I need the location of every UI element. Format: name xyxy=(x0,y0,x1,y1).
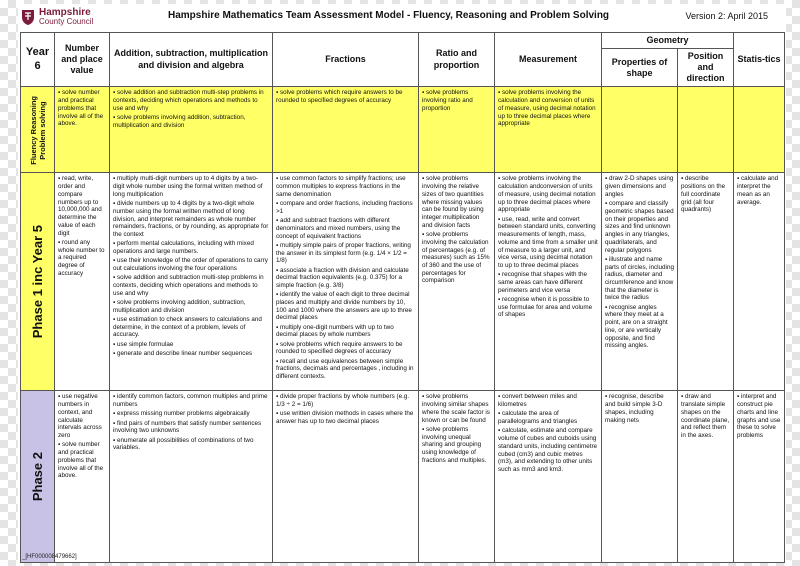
statement-item: ▪ associate a fraction with division and calculate decimal fraction equivalents (e.g. 0.375) for a simple fraction (e.g. 3/8) xyxy=(276,267,415,290)
statement-item: ▪ solve problems involving similar shapes where the scale factor is known or can be found xyxy=(422,393,491,424)
year-label: Year xyxy=(25,45,50,58)
statement-item: ▪ interpret and construct pie charts and line graphs and use these to solve problems xyxy=(737,393,781,439)
cell-phase2-addition xyxy=(110,391,273,563)
row-label-phase-1 xyxy=(21,173,55,391)
column-header-ratio: Ratio and proportion xyxy=(419,33,495,87)
statement-item: ▪ use, read, write and convert between standard units, converting measurements of length, mass, volume and time from a smaller unit of measure to a larger unit, and vice versa, using decimal notation to up to three decimal places xyxy=(498,216,598,270)
statement-item: ▪ draw 2-D shapes using given dimensions and angles xyxy=(605,175,674,198)
statement-item: ▪ use common factors to simplify fractions; use common multiples to express fractions in the same denomination xyxy=(276,175,415,198)
statement-item: ▪ recall and use equivalences between simple fractions, decimals and percentages , including in different contexts. xyxy=(276,358,415,381)
column-header-addition: Addition, subtraction, multiplication and division and algebra xyxy=(110,33,273,87)
statement-item: ▪ calculate, estimate and compare volume of cubes and cuboids using standard units, including centimetre cubed (cm3) and cubic metres (m3), and extending to other units such as mm3 and km3. xyxy=(498,427,598,473)
statement-item: ▪ calculate and interpret the mean as an average. xyxy=(737,175,781,206)
cell-phase1-position xyxy=(678,173,734,391)
statement-item: ▪ describe positions on the full coordinate grid (all four quadrants) xyxy=(681,175,730,214)
statement-item: ▪ solve problems involving addition, subtraction, multiplication and division xyxy=(113,114,269,129)
statement-item: ▪ add and subtract fractions with different denominators and mixed numbers, using the concept of equivalent fractions xyxy=(276,217,415,240)
column-header-position: Position and direction xyxy=(678,49,734,87)
statement-item: ▪ identify the value of each digit to three decimal places and multiply and divide numbers by 10, 100 and 1000 where the answers are up to three decimal places xyxy=(276,291,415,322)
statement-item: ▪ enumerate all possibilities of combinations of two variables. xyxy=(113,437,269,452)
assessment-document xyxy=(18,4,786,562)
cell-fluency-measurement xyxy=(495,87,602,173)
cell-phase2-properties xyxy=(602,391,678,563)
row-label-fluency xyxy=(21,87,55,173)
statement-item: ▪ use estimation to check answers to calculations and determine, in the context of a problem, levels of accuracy. xyxy=(113,316,269,339)
document-title: Hampshire Mathematics Team Assessment Model - Fluency, Reasoning and Problem Solving xyxy=(168,10,610,21)
statement-item: ▪ divide proper fractions by whole numbers (e.g. 1/3 ÷ 2 = 1/6) xyxy=(276,393,415,408)
cell-phase2-fractions xyxy=(273,391,419,563)
statement-item: ▪ solve addition and subtraction multi-step problems in contexts, deciding which operations and methods to use and why xyxy=(113,89,269,112)
statement-item: ▪ find pairs of numbers that satisfy number sentences involving two unknowns xyxy=(113,420,269,435)
statement-item: ▪ multiply multi-digit numbers up to 4 digits by a two-digit whole number using the formal written method of long multiplication xyxy=(113,175,269,198)
row-label-fluency-line-2: Problem solving xyxy=(37,100,47,160)
statement-item: ▪ solve problems involving the calculation and conversion of units of measure, using decimal notation up to three decimal places where appropriate xyxy=(498,89,598,128)
statement-item: ▪ solve problems involving the calculation of percentages (e.g. of measures) such as 15% of 360 and the use of percentages for comparison xyxy=(422,231,491,285)
logo-line-2: County Council xyxy=(39,17,94,26)
statement-item: ▪ convert between miles and kilometres xyxy=(498,393,598,408)
statement-item: ▪ solve problems which require answers to be rounded to specified degrees of accuracy xyxy=(276,341,415,356)
cell-fluency-statistics xyxy=(734,87,785,173)
statement-item: ▪ express missing number problems algebraically xyxy=(113,410,269,418)
statement-item: ▪ use negative numbers in context, and calculate intervals across zero xyxy=(58,393,106,439)
statement-item: ▪ round any whole number to a required degree of accuracy xyxy=(58,239,106,278)
cell-phase2-number xyxy=(55,391,110,563)
statement-item: ▪ identify common factors, common multiples and prime numbers xyxy=(113,393,269,408)
row-label-phase-2 xyxy=(21,391,55,563)
cell-fluency-addition xyxy=(110,87,273,173)
document-header xyxy=(18,4,786,30)
statement-item: ▪ compare and classify geometric shapes based on their properties and sizes and find unknown angles in any triangles, quadrilaterals, and regular polygons xyxy=(605,200,674,254)
cell-phase1-statistics xyxy=(734,173,785,391)
statement-item: ▪ solve number and practical problems that involve all of the above. xyxy=(58,89,106,128)
statement-item: ▪ use written division methods in cases where the answer has up to two decimal places xyxy=(276,410,415,425)
statement-item: ▪ solve problems involving addition, subtraction, multiplication and division xyxy=(113,299,269,314)
cell-phase1-properties xyxy=(602,173,678,391)
statement-item: ▪ illustrate and name parts of circles, including radius, diameter and circumference and know that the diameter is twice the radius xyxy=(605,256,674,302)
column-header-number: Number and place value xyxy=(55,33,110,87)
assessment-table xyxy=(20,32,785,563)
cell-fluency-properties xyxy=(602,87,678,173)
statement-item: ▪ solve problems involving ratio and proportion xyxy=(422,89,491,112)
cell-phase1-ratio xyxy=(419,173,495,391)
logo xyxy=(20,6,93,28)
cell-fluency-ratio xyxy=(419,87,495,173)
cell-fluency-number xyxy=(55,87,110,173)
cell-phase2-ratio xyxy=(419,391,495,563)
column-header-measurement: Measurement xyxy=(495,33,602,87)
statement-item: ▪ generate and describe linear number sequences xyxy=(113,350,269,358)
statement-item: ▪ multiply simple pairs of proper fractions, writing the answer in its simplest form (e.g. 1/4 × 1/2 = 1/8) xyxy=(276,242,415,265)
statement-item: ▪ solve addition and subtraction multi-step problems in contexts, deciding which operations and methods to use and why xyxy=(113,274,269,297)
cell-phase2-measurement xyxy=(495,391,602,563)
statement-item: ▪ recognise that shapes with the same areas can have different perimeters and vice versa xyxy=(498,271,598,294)
column-header-properties: Properties of shape xyxy=(602,49,678,87)
statement-item: ▪ recognise angles where they meet at a point, are on a straight line, or are vertically opposite, and find missing angles. xyxy=(605,304,674,350)
year-header-cell xyxy=(21,33,55,87)
statement-item: ▪ use simple formulae xyxy=(113,341,269,349)
cell-phase1-number xyxy=(55,173,110,391)
cell-phase2-statistics xyxy=(734,391,785,563)
statement-item: ▪ compare and order fractions, including fractions >1 xyxy=(276,200,415,215)
statement-item: ▪ multiply one-digit numbers with up to two decimal places by whole numbers xyxy=(276,324,415,339)
column-header-fractions: Fractions xyxy=(273,33,419,87)
statement-item: ▪ recognise when it is possible to use formulae for area and volume of shapes xyxy=(498,296,598,319)
version-label: Version 2: April 2015 xyxy=(685,11,768,21)
cell-fluency-position xyxy=(678,87,734,173)
statement-item: ▪ perform mental calculations, including with mixed operations and large numbers. xyxy=(113,240,269,255)
column-header-statistics: Statis-tics xyxy=(734,33,785,87)
cell-phase2-position xyxy=(678,391,734,563)
row-label-phase-2-text: Phase 2 xyxy=(29,452,45,502)
statement-item: ▪ solve problems involving unequal sharing and grouping using knowledge of fractions and multiples. xyxy=(422,426,491,465)
footer-id: _[HF000008479662] xyxy=(22,554,77,560)
statement-item: ▪ solve number and practical problems that involve all of the above. xyxy=(58,441,106,480)
statement-item: ▪ draw and translate simple shapes on the coordinate plane, and reflect them in the axes. xyxy=(681,393,730,439)
cell-phase1-addition xyxy=(110,173,273,391)
year-number: 6 xyxy=(34,59,41,72)
statement-item: ▪ use their knowledge of the order of operations to carry out calculations involving the four operations xyxy=(113,257,269,272)
column-group-geometry: Geometry xyxy=(602,33,734,49)
statement-item: ▪ divide numbers up to 4 digits by a two-digit whole number using the formal written method of long division, and interpret remainders as whole number remainders, fractions, or by rounding, as appropriate for the context xyxy=(113,200,269,239)
statement-item: ▪ recognise, describe and build simple 3-D shapes, including making nets xyxy=(605,393,674,424)
statement-item: ▪ solve problems which require answers to be rounded to specified degrees of accuracy xyxy=(276,89,415,104)
row-label-phase-1-text: Phase 1 inc Year 5 xyxy=(29,225,45,339)
statement-item: ▪ read, write, order and compare numbers up to 10,000,000 and determine the value of each digit xyxy=(58,175,106,237)
cell-fluency-fractions xyxy=(273,87,419,173)
cell-phase1-measurement xyxy=(495,173,602,391)
statement-item: ▪ calculate the area of parallelograms and triangles xyxy=(498,410,598,425)
cell-phase1-fractions xyxy=(273,173,419,391)
row-label-fluency-line-1: Fluency Reasoning xyxy=(28,95,38,165)
hampshire-crest-icon xyxy=(20,8,36,26)
statement-item: ▪ solve problems involving the calculation andconversion of units of measure, using decimal notation up to three decimal places where appropriate xyxy=(498,175,598,214)
logo-line-1: Hampshire xyxy=(39,7,91,18)
statement-item: ▪ solve problems involving the relative sizes of two quantities where missing values can be found by using integer multiplication and division facts xyxy=(422,175,491,229)
